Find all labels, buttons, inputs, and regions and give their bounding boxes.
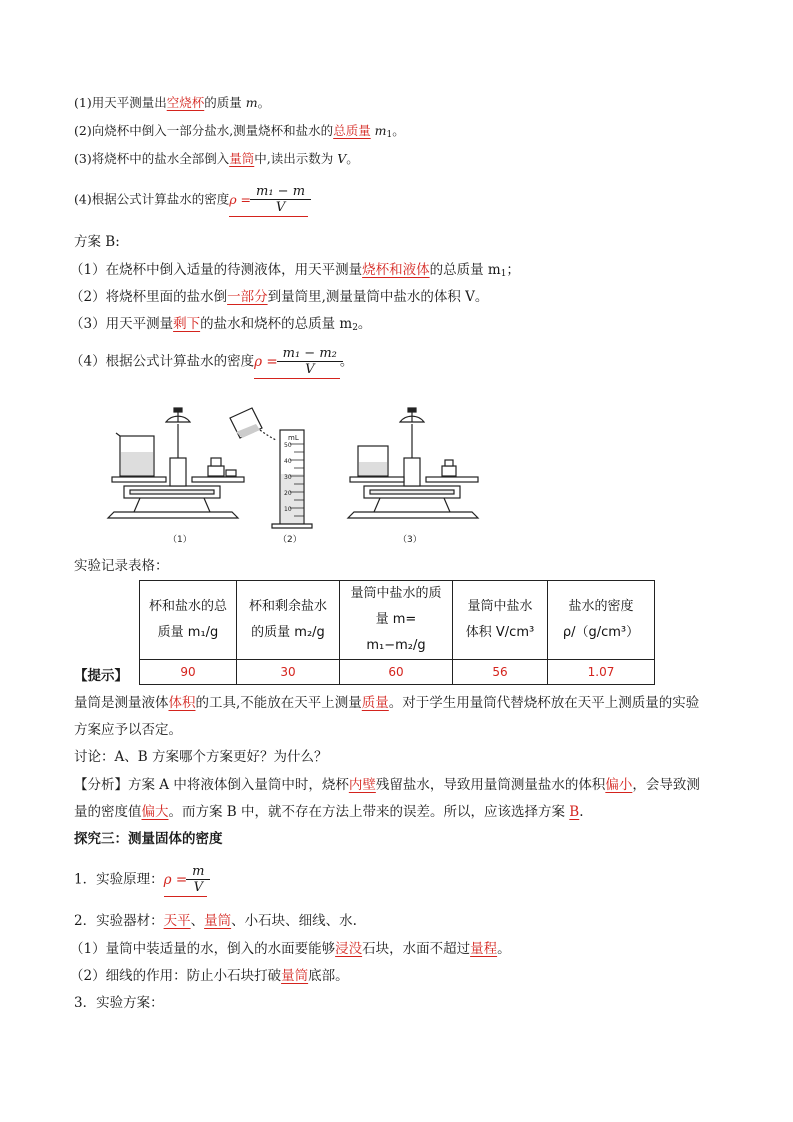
text: 。 <box>339 353 354 370</box>
plan-b-step-4 <box>70 346 353 379</box>
note-line-1: （1）量筒中装适量的水，倒入的水面要能够浸没石块，水面不超过量程。 <box>70 941 511 957</box>
analysis-line-2: 量的密度值偏大。而方案 B 中，就不存在方法上带来的误差。所以，应该选择方案 B. <box>74 804 584 820</box>
table-header-row <box>140 581 655 660</box>
text: (3)将烧杯中的盐水全部倒入 <box>74 151 230 166</box>
answer-blank: 一部分 <box>227 289 268 305</box>
hint-title: 【提示】 <box>74 668 128 684</box>
plan-b-step-3 <box>70 315 371 337</box>
numerator: m₁ − m <box>256 184 306 199</box>
plan-b-step-1 <box>70 261 520 283</box>
cyl-tick-label: 30 <box>284 474 292 481</box>
answer-blank: 偏大 <box>141 804 169 820</box>
plan-a-step-4 <box>74 184 308 217</box>
plan-b-step-2 <box>70 288 488 306</box>
subscript: 1 <box>386 130 393 140</box>
denominator: V <box>186 879 210 895</box>
rho-symbol: ρ = <box>163 871 188 888</box>
text: 中,读出示数为 <box>254 151 338 166</box>
plan-heading: 3．实验方案： <box>74 995 164 1011</box>
cyl-tick-label: 40 <box>284 458 292 465</box>
table-cell: 90 <box>140 660 237 685</box>
rho-symbol: ρ = <box>254 353 278 370</box>
answer-blank: 偏小 <box>605 777 633 793</box>
table-header-cell: 盐水的密度 ρ/（g/cm³） <box>548 581 655 660</box>
answer-blank: 量筒 <box>281 968 309 984</box>
note-line-2: （2）细线的作用：防止小石块打破量筒底部。 <box>70 968 349 984</box>
text: （1）在烧杯中倒入适量的待测液体，用天平测量 <box>70 262 363 278</box>
table-cell: 60 <box>340 660 453 685</box>
text: 。 <box>392 123 405 138</box>
subscript: 2 <box>352 323 358 333</box>
answer-blank: 量程 <box>470 941 498 957</box>
answer-blank: 量筒 <box>229 151 255 166</box>
cyl-tick-label: 10 <box>284 506 292 513</box>
table-cell: 1.07 <box>548 660 655 685</box>
equipment-line: 2．实验器材：天平、量筒、小石块、细线、水. <box>74 913 357 929</box>
table-header-cell: 量筒中盐水的质 量 m= m₁−m₂/g <box>340 581 453 660</box>
table-header-cell: 杯和剩余盐水 的质量 m₂/g <box>237 581 340 660</box>
text: 。 <box>357 316 372 332</box>
hint-line-2: 方案应予以否定。 <box>74 722 182 738</box>
text: ； <box>506 262 520 278</box>
principle-line: 1．实验原理： ρ = $\frac{m}{V}$ <box>74 864 207 897</box>
balance-3 <box>348 408 478 518</box>
answer-blank: 空烧杯 <box>166 95 205 110</box>
text: （4）根据公式计算盐水的密度 <box>70 353 255 370</box>
text: （2）将烧杯里面的盐水倒 <box>70 289 228 305</box>
record-table <box>139 580 655 685</box>
text: 的总质量 m <box>429 262 501 278</box>
plan-a-step-3 <box>74 150 359 168</box>
cylinder-unit: mL <box>288 434 299 442</box>
balance-1 <box>108 408 244 518</box>
answer-blank: 烧杯和液体 <box>362 262 430 278</box>
experiment-figure <box>100 400 480 550</box>
text: 到量筒里,测量量筒中盐水的体积 V。 <box>267 289 489 305</box>
answer-blank: 剩下 <box>173 316 201 332</box>
denominator: V <box>277 361 343 377</box>
answer-blank: 体积 <box>168 695 196 711</box>
subscript: 1 <box>500 269 507 279</box>
variable: m <box>245 95 258 110</box>
plan-a-step-1 <box>74 94 270 112</box>
text: （3）用天平测量 <box>70 316 174 332</box>
answer-blank: 总质量 <box>333 123 371 138</box>
answer-blank: 浸没 <box>335 941 363 957</box>
plan-a-step-2 <box>74 122 405 144</box>
answer-blank: 量筒 <box>204 913 232 929</box>
rho-symbol: ρ = <box>229 191 252 207</box>
plan-b-title: 方案 B: <box>74 234 120 250</box>
table-header-cell: 量筒中盐水 体积 V/cm³ <box>453 581 548 660</box>
answer-blank: B <box>569 804 580 820</box>
text: (4)根据公式计算盐水的密度 <box>74 191 230 207</box>
table-header-cell: 杯和盐水的总 质量 m₁/g <box>140 581 237 660</box>
text: 。 <box>346 151 359 166</box>
answer-blank: 内壁 <box>348 777 376 793</box>
denominator: V <box>250 199 311 215</box>
graduated-cylinder <box>230 408 312 528</box>
text: 的盐水和烧杯的总质量 m <box>200 316 353 332</box>
discussion-question: 讨论：A、B 方案哪个方案更好？为什么？ <box>74 749 328 765</box>
table-cell: 30 <box>237 660 340 685</box>
density-formula-solid <box>164 864 208 897</box>
cyl-tick-label: 50 <box>284 442 292 449</box>
numerator: m <box>192 864 205 879</box>
hint-line-1: 量筒是测量液体体积的工具,不能放在天平上测量质量。对于学生用量筒代替烧杯放在天平上测质量的实验 <box>74 695 700 711</box>
analysis-line-1: 【分析】方案 A 中将液体倒入量筒中时，烧杯内壁残留盐水，导致用量筒测量盐水的体积偏小，会导致测 <box>74 777 700 793</box>
table-caption: 实验记录表格： <box>74 558 169 574</box>
numerator: m₁ − m₂ <box>282 346 337 361</box>
section-title: 探究三：测量固体的密度 <box>74 831 223 847</box>
variable: m <box>370 123 387 138</box>
figure-label-3: （3） <box>398 535 422 545</box>
variable: V <box>337 151 347 166</box>
answer-blank: 质量 <box>361 695 389 711</box>
answer-blank: 天平 <box>163 913 191 929</box>
text: 。 <box>257 95 271 110</box>
text: 的质量 <box>204 95 246 110</box>
density-formula-a <box>229 184 308 217</box>
cyl-tick-label: 20 <box>284 490 292 497</box>
figure-label-1: （1） <box>168 535 192 545</box>
table-cell: 56 <box>453 660 548 685</box>
table-row <box>140 660 655 685</box>
text: (2)向烧杯中倒入一部分盐水,测量烧杯和盐水的 <box>74 123 334 138</box>
density-formula-b <box>254 346 340 379</box>
text: (1)用天平测量出 <box>74 95 167 110</box>
figure-label-2: （2） <box>278 535 302 545</box>
